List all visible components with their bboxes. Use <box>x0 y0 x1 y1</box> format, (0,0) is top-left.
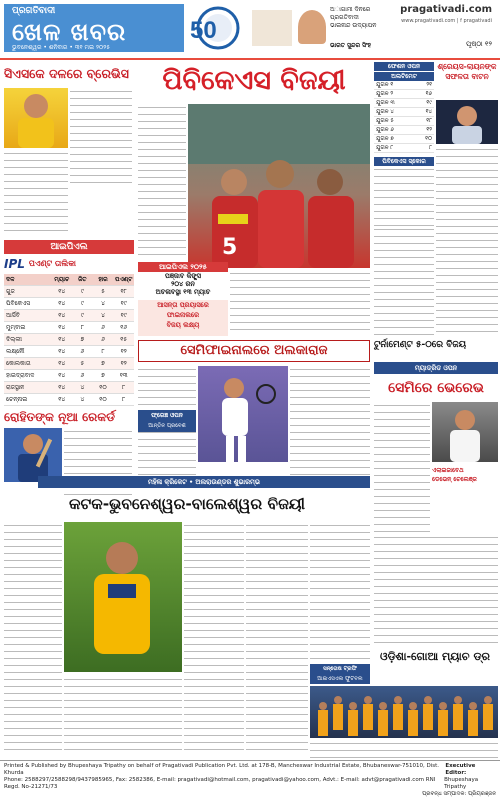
ipl-logo: IPL <box>4 257 25 271</box>
team-player-body <box>333 704 343 730</box>
main-story-text <box>138 104 186 260</box>
ad-line-3: ଭାରତ ସୁନ୍ଦର ସିଂହ <box>330 42 372 49</box>
table-header-cell: ଜିତ <box>78 276 87 283</box>
ad-box <box>250 4 400 52</box>
odisha-headline: ଓଡ଼ିଶା-ଗୋଆ ମ୍ୟାଚ ଡ୍ର <box>380 650 490 663</box>
badminton-headline: ଟୁର୍ନାମେଣ୍ଟ ୫-୦ରେ ବିଜୟ <box>374 340 467 350</box>
editor-sub: ପ୍ରବନ୍ଧ ସମ୍ପାଦକ: ପ୍ରିୟରଞ୍ଜନ <box>422 791 496 797</box>
list2-title: ପିବିକେଏସ ସ୍କୋର <box>374 157 434 166</box>
table-cell: ୮ <box>122 396 126 403</box>
table-cell: ୮ <box>80 324 84 331</box>
ad-image <box>252 10 292 46</box>
list-item-label: ଯୁଗଳ ୫ <box>376 118 394 124</box>
table-cell: ୧୯ <box>120 312 127 319</box>
table-cell: ୭ <box>101 372 105 379</box>
page-number: ପୃଷ୍ଠା ୧୨ <box>465 40 492 48</box>
ipl-subtitle: ପଏଣ୍ଟ ତାଲିକା <box>28 259 76 268</box>
table-cell: ୧୩ <box>119 372 128 379</box>
team-player-body <box>423 704 433 730</box>
cricket-headline: କଟକ-ଭୁବନେଶ୍ୱର-ବାଲେଶ୍ୱର ବିଜୟୀ <box>69 495 305 513</box>
team-player-head <box>364 696 372 704</box>
table-cell: ଆର୍ସିବି <box>6 312 20 319</box>
table-cell: ୧୯ <box>120 300 127 307</box>
main-story-photo <box>188 104 370 268</box>
list-item-label: ଯୁଗଳ ୩ <box>376 100 395 106</box>
table-cell: ୧୦ <box>99 384 107 391</box>
list-item-label: ଯୁଗଳ ୪ <box>376 109 394 115</box>
table-cell: ୫ <box>101 288 105 295</box>
list-item-value: ୧୪ <box>425 109 432 115</box>
team-player-body <box>363 704 373 730</box>
fr-open-photo <box>432 402 498 462</box>
team-player-head <box>469 702 477 710</box>
table-cell: ୧୪ <box>58 384 66 391</box>
cricket-text-2 <box>184 522 244 752</box>
cricket-text-1 <box>4 522 62 752</box>
list-item <box>374 144 434 153</box>
tennis-badge-sub: ଆନ୍ତିନ ପ୍ରବେଶ <box>148 423 186 429</box>
table-cell: ୪ <box>101 300 105 307</box>
side-list <box>374 81 434 153</box>
table-cell: ୧୪ <box>58 336 66 343</box>
cricket-photo <box>64 522 182 672</box>
table-cell: ଲକ୍ଷ୍ନୌ <box>6 348 25 355</box>
table-cell: ୫ <box>80 360 85 367</box>
table-cell: ୧୬ <box>120 324 128 331</box>
table-cell: ୭ <box>80 336 85 343</box>
team-player-head <box>319 702 327 710</box>
table-cell: ପିବିକେଏସ <box>6 300 31 307</box>
fr-open-names <box>432 466 498 496</box>
brand-block <box>4 4 184 52</box>
fr-name-2: ଡେଭେନ୍ ଚେଲେଞ୍ଜ <box>432 476 477 483</box>
team-player-head <box>379 702 387 710</box>
ipl-header <box>4 256 134 272</box>
tennis-text-2 <box>290 366 370 476</box>
table-row <box>4 298 134 310</box>
table-cell: ୧୪ <box>58 312 66 319</box>
team-player-body <box>378 710 388 736</box>
team-player-body <box>468 710 478 736</box>
rohit-headline: ରୋହିତଙ୍କ ନୂଆ ରେକର୍ଡ <box>4 410 116 424</box>
list-item-value: ୧୨ <box>426 127 432 133</box>
footer-line-1: Printed & Published by Bhupeshaya Tripathy on behalf of Pragativadi Publication Pvt. Ltd. at 178-B, Mancheswar Industrial Estate, Bhubaneswar-751010, Dist. Khurda <box>4 763 439 776</box>
fr-text-1 <box>374 402 430 532</box>
table-cell: ୧୪ <box>58 300 66 307</box>
masthead <box>0 0 500 60</box>
list-item-value: ୧୮ <box>426 118 432 124</box>
left-story-headline-box <box>4 62 134 86</box>
list-item-label: ଯୁଗଳ ୭ <box>376 136 394 142</box>
team-player-body <box>393 704 403 730</box>
mid-right-lines <box>374 226 434 336</box>
ad-line-1: ଅାଗାମୀ ଦିନରେ ପ୍ରଗତିବାଦୀ <box>330 6 371 21</box>
cricket-strip: ମହିଳା କ୍ରିକେଟ • ଅଲରାଉଣ୍ଡର ଶୁଭାରମ୍ଭ <box>38 476 370 488</box>
table-cell: ୧୪ <box>58 360 66 367</box>
odisha-team-photo <box>310 686 498 738</box>
list-item <box>374 108 434 117</box>
table-cell: ୬ <box>80 372 85 379</box>
footer <box>0 760 500 797</box>
odisha-tag-2: ଆଇଏସଏଲ ଫୁଟବଲ <box>317 676 363 682</box>
right-top-headline: ଶ୍ରେୟସ-ଲାୟନଙ୍କ ସଫଳତା ବାଟନ <box>437 62 497 81</box>
list-item <box>374 117 434 126</box>
list-item-label: ଯୁଗଳ ୬ <box>376 127 394 133</box>
list2-lines <box>374 166 434 226</box>
tennis-photo <box>198 366 288 462</box>
editor-name: Bhupeshaya Tripathy <box>444 777 479 790</box>
table-cell: ୬ <box>101 336 105 343</box>
table-header-cell: ପଏଣ୍ଟ <box>114 276 133 283</box>
list-item <box>374 90 434 99</box>
team-player-head <box>484 696 492 704</box>
table-cell: ୧୪ <box>58 288 66 295</box>
main-badge-2 <box>138 300 228 336</box>
table-cell: ଦିଲ୍ଲୀ <box>6 336 22 343</box>
team-player-head <box>349 702 357 710</box>
right-top-text <box>436 146 498 336</box>
table-cell: ୬ <box>80 348 85 355</box>
main-headline-box <box>138 62 370 102</box>
table-cell: ୯ <box>80 312 84 319</box>
team-player-head <box>334 696 342 704</box>
mid-right-text <box>374 226 434 336</box>
right-list-col <box>374 62 434 222</box>
team-player-body <box>408 710 418 736</box>
team-player-body <box>453 704 463 730</box>
editor-label: Executive Editor: <box>445 763 476 776</box>
table-row <box>4 334 134 346</box>
table-cell: ୧୨ <box>120 348 127 355</box>
table-cell: ୧୦ <box>99 396 107 403</box>
team-player-body <box>483 704 493 730</box>
table-cell: ୪ <box>80 396 85 403</box>
odisha-text <box>310 740 498 758</box>
table-cell: ୧୪ <box>58 372 66 379</box>
table-cell: ରାଜସ୍ଥାନ <box>6 384 25 391</box>
table-cell: ୬ <box>101 324 105 331</box>
table-cell: ମୁମ୍ବାଇ <box>6 324 26 331</box>
site-url[interactable]: pragativadi.com <box>400 4 492 15</box>
main-story-text-2 <box>230 270 370 336</box>
table-header-row <box>4 274 134 286</box>
list-item-value: ୨୧ <box>426 82 432 88</box>
table-cell: ୪ <box>101 312 105 319</box>
table-cell: ୧୮ <box>120 288 127 295</box>
tennis-badge-title: ଫ୍ରେଞ୍ଚ ଓପନ <box>151 412 183 419</box>
footer-line-2: Phone: 2588297/2588298/9437985965, Fax: 2582386, E-mail: pragativadi@hotmail.com, pragativadi@yahoo.com, Advt.: E-mail: advt@pragativadi.com RNI Regd. No-21271/73 <box>4 777 436 790</box>
rohit-photo <box>4 428 62 482</box>
team-player-head <box>394 696 402 704</box>
tennis-badge <box>138 410 196 432</box>
team-player-head <box>424 696 432 704</box>
masthead-divider <box>0 58 500 60</box>
team-player-head <box>454 696 462 704</box>
dateline: ଭୁବନେଶ୍ୱର • ଶନିବାର • ୩୧ ମଇ ୨୦୨୫ <box>12 44 111 51</box>
list-item <box>374 135 434 144</box>
badge-line-3: ଅଚଳାବସ୍ଥା ୧୩ ମ୍ୟାଚ <box>155 288 211 296</box>
table-row <box>4 394 134 406</box>
left-story-text-2 <box>4 150 68 236</box>
list-item-value: ୧୯ <box>426 100 432 106</box>
list-item <box>374 99 434 108</box>
list-item-label: ଯୁଗଳ ୮ <box>376 145 394 151</box>
team-player-body <box>348 710 358 736</box>
badge-title: ଆଇପିଏଲ ୨୦୨୫ <box>138 262 228 272</box>
list-title-1: ଫେଶନ ଓପନ <box>374 62 434 71</box>
cricket-text-3 <box>246 522 308 752</box>
table-cell: ୯ <box>80 300 84 307</box>
tennis-headline: ସେମିଫାଇନାଲରେ ଅଲକାରାଜ <box>180 343 328 358</box>
anniversary-logo <box>184 2 244 54</box>
table-cell: ୭ <box>101 360 105 367</box>
avatar <box>298 10 326 44</box>
left-story-text <box>70 88 132 188</box>
table-row <box>4 382 134 394</box>
table-row <box>4 286 134 298</box>
ipl-table-title: ଆଇପିଏଲ <box>4 240 134 254</box>
table-row <box>4 322 134 334</box>
points-table <box>4 274 134 406</box>
table-row <box>4 358 134 370</box>
table-cell: କୋଲକାତା <box>6 360 31 367</box>
team-player-head <box>409 702 417 710</box>
table-cell: ୧୪ <box>58 324 66 331</box>
table-header-cell: ହାର <box>98 276 108 283</box>
table-cell: ୮ <box>122 384 126 391</box>
table-cell: ହାଇଦ୍ରାବାଦ <box>6 372 35 379</box>
fr-open-headline: ସେମିରେ ଭେରେଭ <box>388 380 484 396</box>
table-header-cell: ଦଳ <box>6 276 15 283</box>
table-row <box>4 346 134 358</box>
fr-text-2 <box>374 534 498 644</box>
badminton-headline-box <box>374 340 498 362</box>
team-player-body <box>318 710 328 736</box>
fr-open-headline-box <box>374 376 498 400</box>
table-cell: ୧୨ <box>120 360 127 367</box>
odisha-tag-1: ସନ୍ତୋଷ ଟ୍ରଫି <box>323 666 357 672</box>
list-item-value: ୧୬ <box>425 91 432 97</box>
table-cell: ୧୫ <box>120 336 128 343</box>
logo-number: 50 <box>190 17 217 44</box>
table-cell: ୧୪ <box>58 348 66 355</box>
list-item-value: ୧୦ <box>425 136 432 142</box>
cricket-text-5 <box>64 676 182 752</box>
list-item <box>374 126 434 135</box>
brand-small: ପ୍ରଗତିବାଦୀ <box>12 6 56 16</box>
odisha-tag <box>310 664 370 684</box>
cricket-headline-box <box>4 490 370 518</box>
team-player-head <box>439 702 447 710</box>
badge2-line-2: ଫାଇନାଲରେ <box>166 311 200 319</box>
list-item <box>374 81 434 90</box>
team-player-body <box>438 710 448 736</box>
list-item-label: ଯୁଗଳ ୨ <box>376 91 394 97</box>
cricket-text-4 <box>310 522 370 662</box>
table-row <box>4 370 134 382</box>
list-item-value: ୮ <box>429 145 432 151</box>
table-cell: ୧୪ <box>58 396 66 403</box>
right-top-headline-box <box>436 62 498 102</box>
badge-line-2: ୨୦୪ ରନ <box>171 280 195 288</box>
table-cell: ୮ <box>101 348 105 355</box>
main-headline: ପିବିକେଏସ ବିଜୟୀ <box>138 62 370 100</box>
table-cell: ୪ <box>80 384 85 391</box>
left-story-photo <box>4 88 68 148</box>
tennis-headline-box <box>138 340 370 362</box>
right-top-photo <box>436 100 498 144</box>
badge-line-1: ପଞ୍ଜାବ କିଙ୍ଗ୍ସ <box>164 272 201 280</box>
svg-text:5: 5 <box>222 235 238 260</box>
brand-title: ଖେଳ ଖବର <box>12 18 127 46</box>
list-item-label: ଯୁଗଳ ୧ <box>376 82 394 88</box>
fr-open-badge: ମ୍ୟାଡ୍ରିଡ ଓପନ <box>374 362 498 374</box>
site-meta: www.pragativadi.com | f pragativadi <box>401 18 492 24</box>
badge2-line-1: ଆସନ୍ତା ପ୍ରୟାସରେ <box>157 301 209 309</box>
badge2-line-3: ବିଜୟ ଲକ୍ଷ୍ୟ <box>166 321 200 329</box>
odisha-headline-box <box>372 646 498 668</box>
fr-name-1: ଏଲାଇଜାବେଥ <box>432 467 464 474</box>
table-row <box>4 310 134 322</box>
list-title-2: ଅଲଟିମେଟ <box>374 72 434 81</box>
left-story-headline: ସିଏସକେ ଦଳରେ ବ୍ରେଭିସ <box>4 62 134 86</box>
ad-line-2: ଭାଇନାନ୍ଦ ଉଦ୍ୟାପନ <box>330 22 377 29</box>
table-header-cell: ମ୍ୟାଚ <box>54 276 70 283</box>
table-cell: ଚେନ୍ନାଇ <box>6 396 28 403</box>
table-cell: ଗୁଜ <box>6 288 15 295</box>
table-cell: ୯ <box>80 288 84 295</box>
